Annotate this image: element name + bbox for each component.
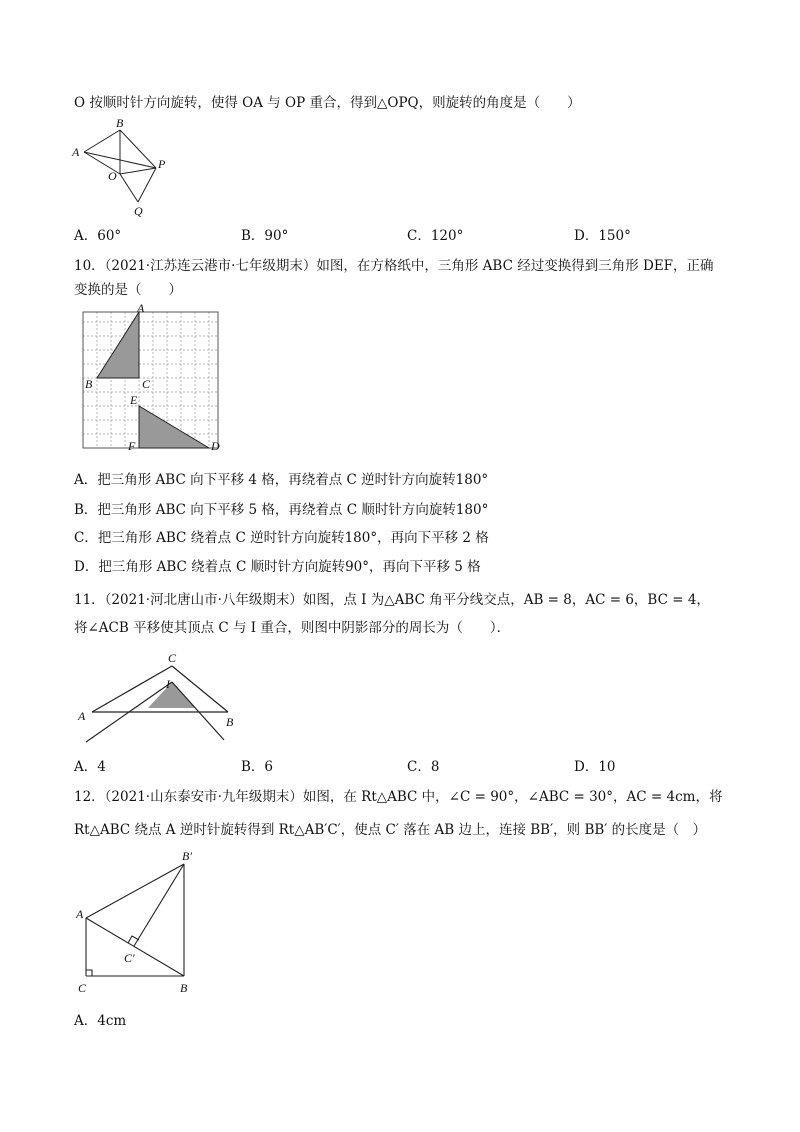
q10-stem-line2: 变换的是（ ） xyxy=(74,282,182,298)
q12-option-a: A．4cm xyxy=(74,1013,127,1029)
q11-label-b: B xyxy=(226,715,234,729)
q10-option-d: D．把三角形 ABC 绕着点 C 顺时针方向旋转90°，再向下平移 5 格 xyxy=(74,559,481,575)
q10-stem-line1: 10．（2021·江苏连云港市·七年级期末）如图，在方格纸中，三角形 ABC 经过变换得到三角形 DEF，正确 xyxy=(74,258,714,274)
q9-label-q: Q xyxy=(134,204,143,218)
q12-label-c: C xyxy=(78,981,87,995)
q9-label-p: P xyxy=(158,157,166,171)
q12-label-b-prime: B′ xyxy=(182,849,192,863)
q10-label-a: A xyxy=(137,301,145,315)
q9-label-a: A xyxy=(72,145,80,159)
q10-option-c: C．把三角形 ABC 绕着点 C 逆时针方向旋转180°，再向下平移 2 格 xyxy=(74,530,489,546)
q11-label-c: C xyxy=(168,651,177,665)
q11-stem-line1: 11．（2021·河北唐山市·八年级期末）如图，点 I 为△ABC 角平分线交点，AB = 8，AC = 6，BC = 4， xyxy=(74,592,710,608)
q10-option-b: B．把三角形 ABC 向下平移 5 格，再绕着点 C 顺时针方向旋转180° xyxy=(74,502,489,518)
q9-option-a: A．60° xyxy=(74,228,122,244)
q9-label-b: B xyxy=(116,116,124,130)
q9-label-o: O xyxy=(108,169,117,183)
q9-option-c: C．120° xyxy=(407,228,464,244)
q11-label-a: A xyxy=(78,709,86,723)
q11-option-c: C．8 xyxy=(407,759,440,775)
q10-option-a: A．把三角形 ABC 向下平移 4 格，再绕着点 C 逆时针方向旋转180° xyxy=(74,472,489,488)
q9-figure xyxy=(70,118,180,218)
q9-stem: O 按顺时针方向旋转，使得 OA 与 OP 重合，得到△OPQ，则旋转的角度是（ ） xyxy=(74,95,581,111)
q10-label-d: D xyxy=(211,439,220,453)
q12-stem-line1: 12．（2021·山东泰安市·九年级期末）如图，在 Rt△ABC 中，∠C = 90°，∠ABC = 30°，AC = 4cm，将 xyxy=(74,789,723,805)
q12-stem-line2: Rt△ABC 绕点 A 逆时针旋转得到 Rt△AB′C′，使点 C′ 落在 AB 边上，连接 BB′，则 BB′ 的长度是（ ） xyxy=(74,822,707,838)
q10-grid-figure xyxy=(80,301,230,453)
q11-option-b: B．6 xyxy=(241,759,274,775)
q11-figure xyxy=(76,648,256,748)
q11-option-d: D．10 xyxy=(574,759,616,775)
q9-option-d: D．150° xyxy=(574,228,631,244)
q9-option-b: B．90° xyxy=(241,228,289,244)
q12-label-a: A xyxy=(76,907,84,921)
q12-label-b: B xyxy=(180,981,188,995)
q11-option-a: A．4 xyxy=(74,759,106,775)
q10-label-f: F xyxy=(128,439,136,453)
q12-label-c-prime: C′ xyxy=(124,951,135,965)
q11-label-i: I xyxy=(166,677,170,691)
q10-label-e: E xyxy=(130,393,138,407)
q10-label-b: B xyxy=(85,377,93,391)
q10-label-c: C xyxy=(142,377,151,391)
q11-stem-line2: 将∠ACB 平移使其顶点 C 与 I 重合，则图中阴影部分的周长为（ ）． xyxy=(74,620,511,636)
q12-figure xyxy=(74,846,214,996)
